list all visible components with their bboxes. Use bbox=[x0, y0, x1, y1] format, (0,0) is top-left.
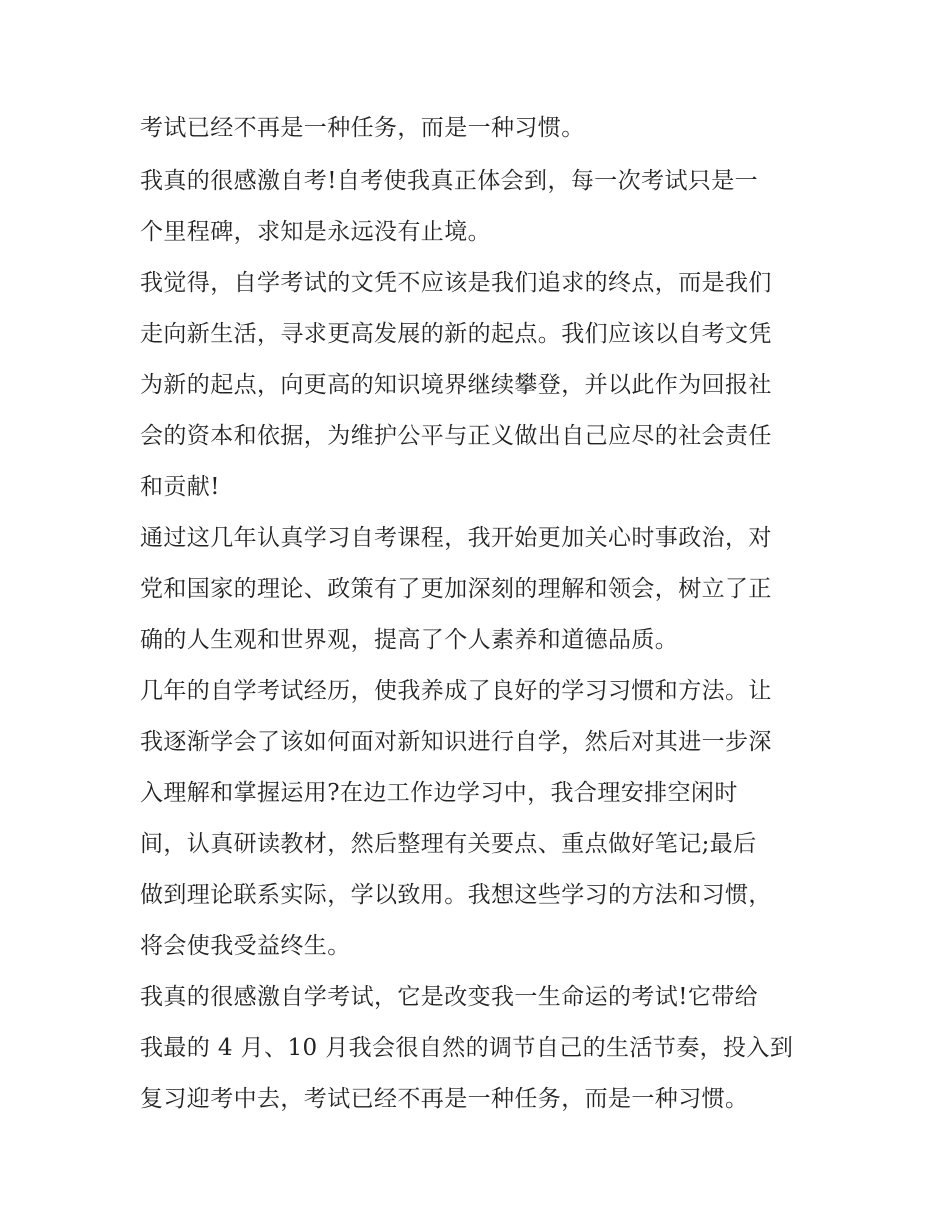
text-line: 我觉得，自学考试的文凭不应该是我们追求的终点，而是我们 bbox=[140, 270, 772, 296]
text-line: 将会使我受益终生。 bbox=[140, 933, 351, 959]
text-line: 我真的很感激自考!自考使我真正体会到，每一次考试只是一 bbox=[140, 168, 759, 194]
text-line: 入理解和掌握运用?在边工作边学习中，我合理安排空闲时 bbox=[140, 780, 738, 806]
text-line: 党和国家的理论、政策有了更加深刻的理解和领会，树立了正 bbox=[140, 576, 772, 602]
text-line: 通过这几年认真学习自考课程，我开始更加关心时事政治，对 bbox=[140, 525, 772, 551]
text-line: 确的人生观和世界观，提高了个人素养和道德品质。 bbox=[140, 627, 679, 653]
text-line: 几年的自学考试经历，使我养成了良好的学习习惯和方法。让 bbox=[140, 678, 772, 704]
text-line: 做到理论联系实际，学以致用。我想这些学习的方法和习惯， bbox=[140, 882, 772, 908]
text-line: 会的资本和依据，为维护公平与正义做出自己应尽的社会责任 bbox=[140, 423, 772, 449]
text-line: 走向新生活，寻求更高发展的新的起点。我们应该以自考文凭 bbox=[140, 321, 772, 347]
text-line: 复习迎考中去，考试已经不再是一种任务，而是一种习惯。 bbox=[140, 1086, 749, 1112]
text-line: 我逐渐学会了该如何面对新知识进行自学，然后对其进一步深 bbox=[140, 729, 772, 755]
text-line: 考试已经不再是一种任务，而是一种习惯。 bbox=[140, 115, 585, 141]
text-line: 个里程碑，求知是永远没有止境。 bbox=[140, 219, 491, 245]
text-line: 我真的很感激自学考试，它是改变我一生命运的考试!它带给 bbox=[140, 984, 759, 1010]
text-line: 间，认真研读教材，然后整理有关要点、重点做好笔记;最后 bbox=[140, 831, 757, 857]
text-line: 为新的起点，向更高的知识境界继续攀登，并以此作为回报社 bbox=[140, 372, 772, 398]
text-line: 和贡献! bbox=[140, 474, 220, 500]
text-line: 我最的 4 月、10 月我会很自然的调节自己的生活节奏，投入到 bbox=[140, 1035, 794, 1061]
